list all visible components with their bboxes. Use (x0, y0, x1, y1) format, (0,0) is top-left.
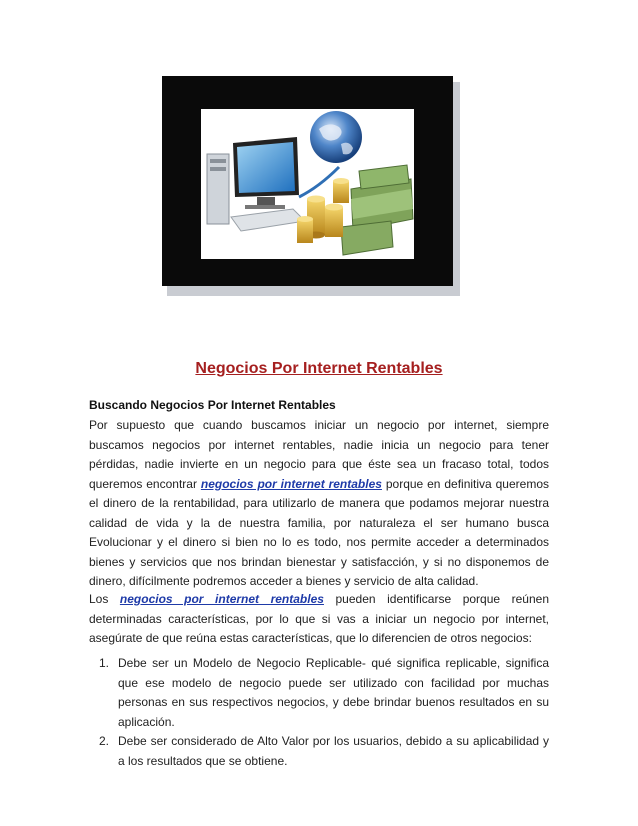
globe-icon (310, 111, 362, 163)
paragraph-text: pueden identificarse porque reúnen determinadas características, por lo que si vas a iniciar un negocio por internet, asegúrate de que reúna estas características, que lo diferencien de otros negocios: (89, 592, 549, 645)
link-negocios-rentables-2[interactable]: negocios por internet rentables (119, 592, 324, 606)
paragraph-text: Los (89, 592, 120, 606)
paragraph-intro (89, 416, 549, 592)
paragraph-text: porque en definitiva queremos el dinero de la rentabilidad, para utilizarlo de manera que podamos mejorar nuestra calidad de vida y la de nuestra familia, por naturaleza el ser humano busca Evolucionar y el dinero si bien no lo es todo, nos permite acceder a determinados bienes y servicios que nos brindan bienestar y satisfacción, y si no disponemos de dinero, difícilmente podremos acceder a bienes y servicio de alta calidad. (89, 476, 549, 588)
link-negocios-rentables[interactable]: negocios por internet rentables (200, 476, 382, 491)
monitor-icon (233, 137, 299, 209)
illustration-computer-money-globe (201, 109, 414, 259)
list-item (89, 732, 549, 771)
list-item (89, 654, 549, 732)
coins-icon (297, 178, 349, 243)
list-number: 2. (99, 734, 110, 748)
paragraph-text: Por supuesto que cuando buscamos iniciar un negocio por internet, siempre buscamos negocios por internet rentables, nadie inicia un negocio para tener pérdidas, nadie invierte en un negocio para que éste sea un fracaso total, todos queremos encontrar (89, 418, 549, 491)
paragraph-characteristics (89, 590, 549, 649)
list-item-text: Debe ser considerado de Alto Valor por los usuarios, debido a su aplicabilidad y a los resultados que se obtiene. (118, 734, 549, 768)
characteristics-list (89, 654, 549, 771)
computer-tower-icon (207, 154, 229, 224)
money-stack-icon (341, 165, 413, 255)
section-heading: Buscando Negocios Por Internet Rentables (89, 398, 336, 412)
illustration-svg (201, 109, 414, 259)
page-title: Negocios Por Internet Rentables (195, 360, 443, 377)
list-number: 1. (99, 656, 110, 670)
list-item-text: Debe ser un Modelo de Negocio Replicable- qué significa replicable, significa que ese modelo de negocio puede ser utilizado con facilidad por muchas personas en sus respectivos negocios, y debe brindar buenos resultados en su aplicación. (118, 656, 549, 729)
